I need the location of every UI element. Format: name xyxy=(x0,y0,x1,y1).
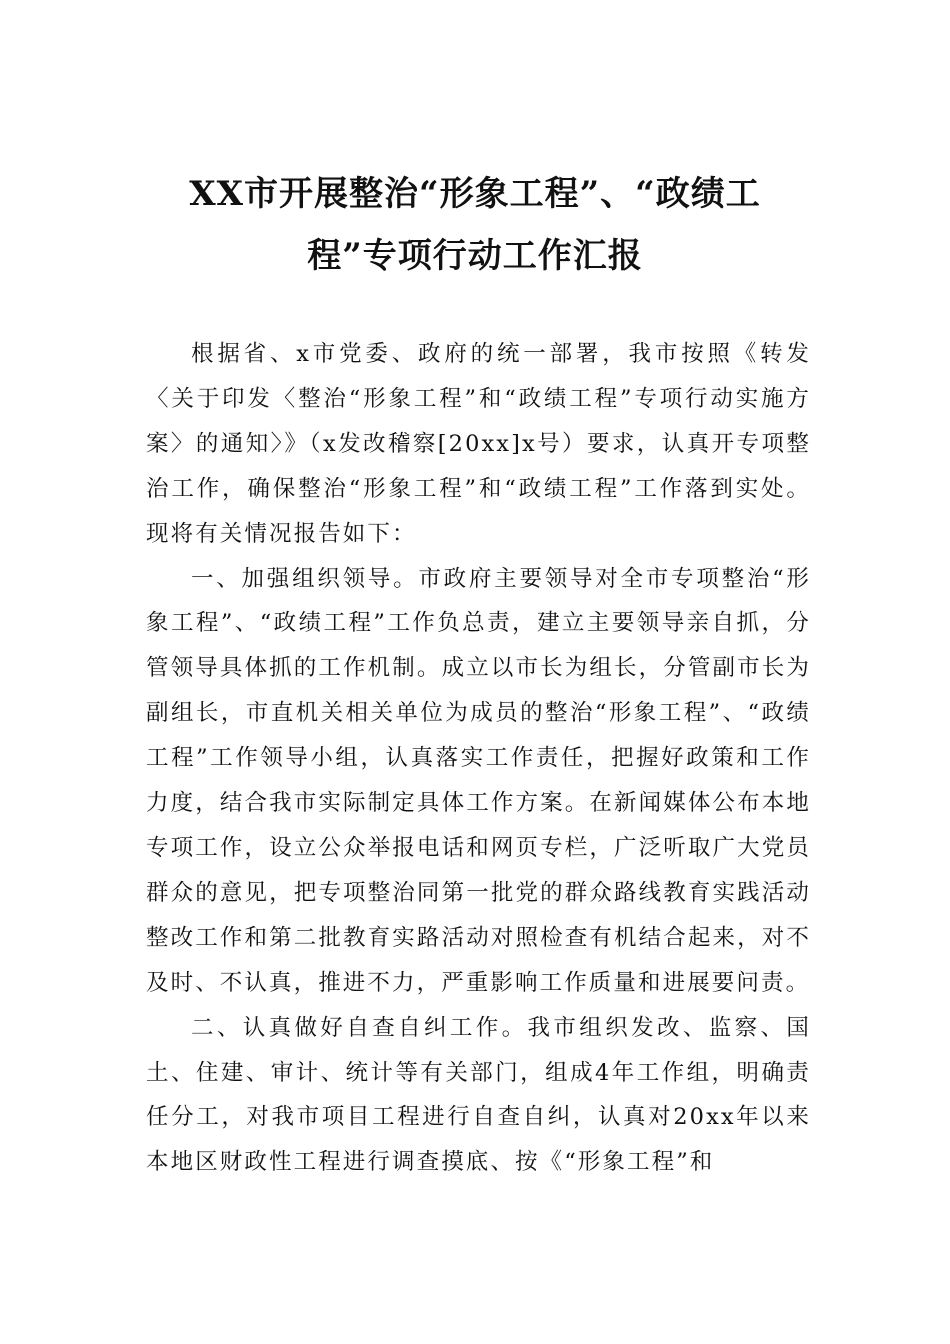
document-title-line-1: XX市开展整治“形象工程”、“政绩工 xyxy=(189,174,761,214)
paragraph-section-1: 一、加强组织领导。市政府主要领导对全市专项整治“形象工程”、“政绩工程”工作负总责，建立主要领导亲自抓，分管领导具体抓的工作机制。成立以市长为组长，分管副市长为副组长，市直机关相关单位为成员的整治“形象工程”、“政绩工程”工作领导小组，认真落实工作责任，把握好政策和工作力度，结合我市实际制定具体工作方案。在新闻媒体公布本地专项工作，设立公众举报电话和网页专栏，广泛听取广大党员群众的意见，把专项整治同第一批党的群众路线教育实践活动整改工作和第二批教育实路活动对照检查有机结合起来，对不及时、不认真，推进不力，严重影响工作质量和进展要问责。 xyxy=(146,565,811,996)
document-body xyxy=(146,332,811,1185)
paragraph-section-2: 二、认真做好自查自纠工作。我市组织发改、监察、国土、住建、审计、统计等有关部门，组成4年工作组，明确责任分工，对我市项目工程进行自查自纠，认真对20xx年以来本地区财政性工程进行调查摸底、按《“形象工程”和 xyxy=(146,1014,811,1176)
paragraph-intro: 根据省、x市党委、政府的统一部署，我市按照《转发〈关于印发〈整治“形象工程”和“政绩工程”专项行动实施方案〉的通知〉》（x发改稽察[20xx]x号）要求，认真开专项整治工作，确保整治“形象工程”和“政绩工程”工作落到实处。现将有关情况报告如下： xyxy=(146,341,811,547)
document-title-line-2: 程”专项行动工作汇报 xyxy=(307,236,643,276)
